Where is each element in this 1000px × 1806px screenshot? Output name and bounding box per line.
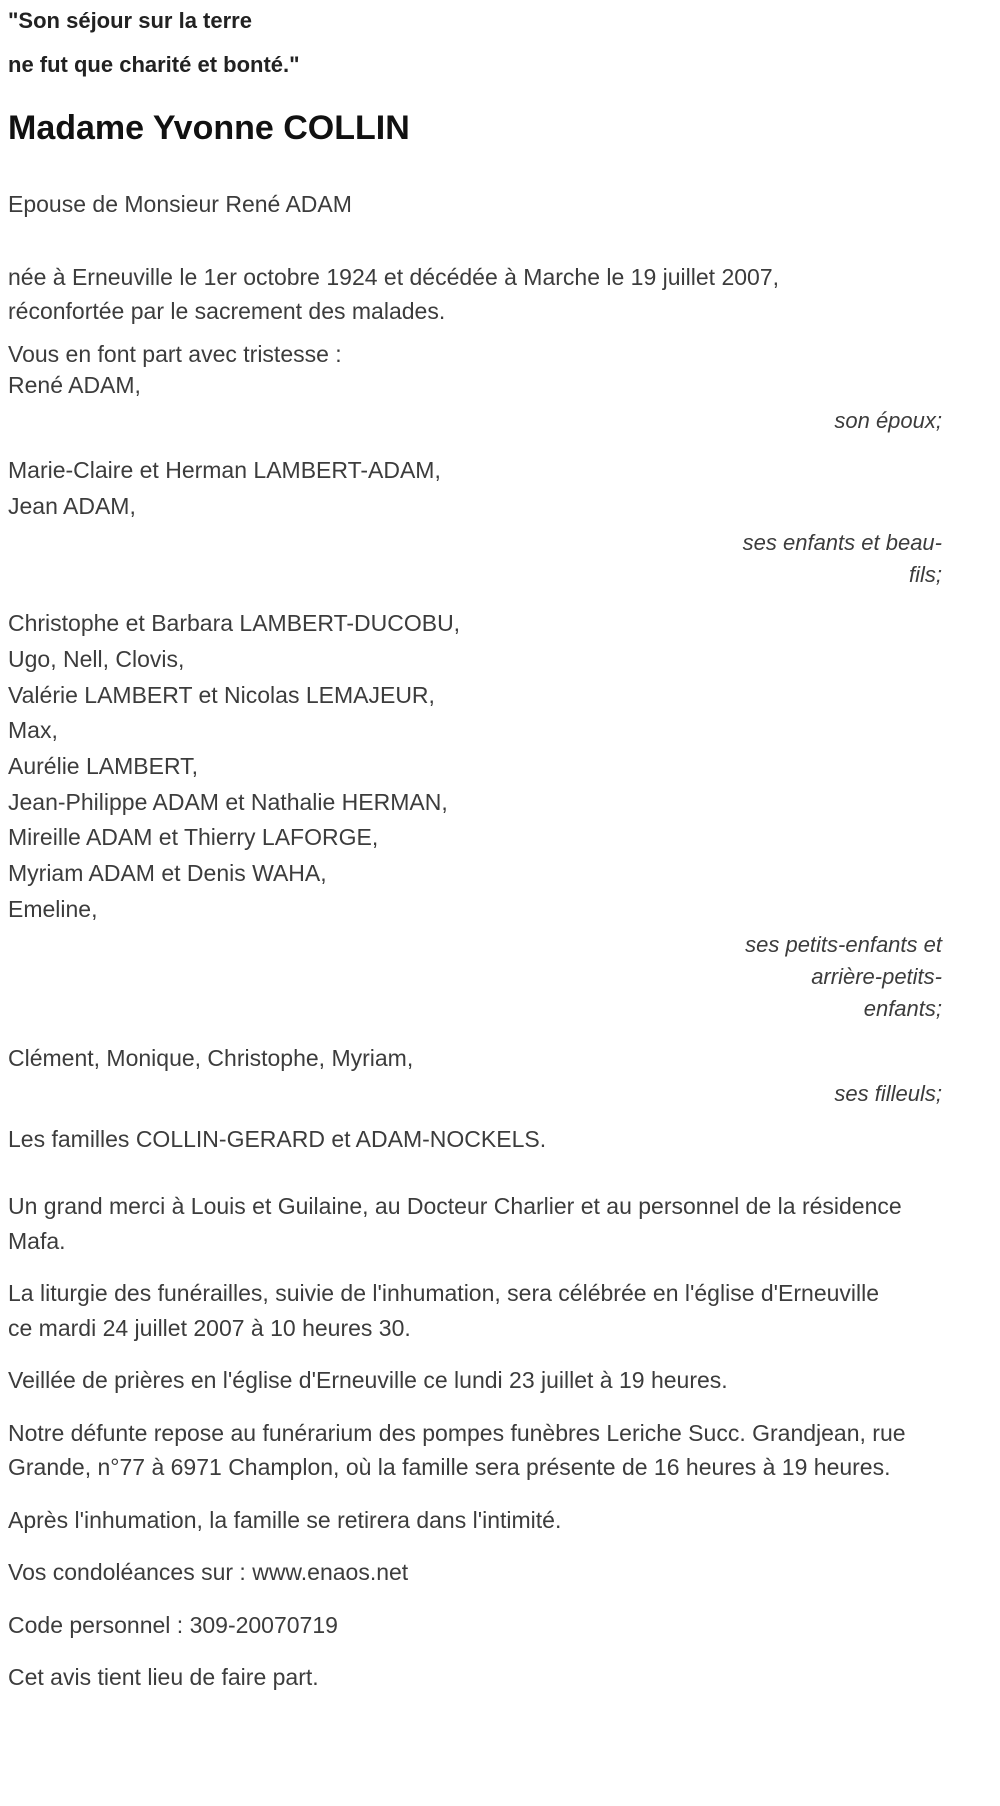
epitaph-line-1: "Son séjour sur la terre (8, 8, 252, 33)
family-name-line: Clément, Monique, Christophe, Myriam, (8, 1044, 414, 1071)
epitaph-line-2: ne fut que charité et bonté." (8, 52, 300, 77)
spouse-line: Epouse de Monsieur René ADAM (8, 190, 352, 217)
family-name-line: Christophe et Barbara LAMBERT-DUCOBU, (8, 610, 461, 637)
family-name-line: Max, (8, 717, 58, 744)
family-name-line: Mireille ADAM et Thierry LAFORGE, (8, 824, 379, 851)
relation-label: son époux; (834, 408, 942, 434)
deceased-name-title: Madame Yvonne COLLIN (8, 109, 410, 147)
info-paragraph: La liturgie des funérailles, suivie de l'inhumation, sera célébrée en l'église d'Erneuville ce mardi 24 juillet 2007 à 10 heures 30. (8, 1280, 880, 1341)
family-name-line: Aurélie LAMBERT, (8, 752, 199, 779)
family-name-line: Jean ADAM, (8, 492, 136, 519)
info-paragraph: Après l'inhumation, la famille se retirera dans l'intimité. (8, 1506, 562, 1533)
info-paragraph: Cet avis tient lieu de faire part. (8, 1664, 319, 1691)
epitaph (8, 10, 942, 76)
relation-label: ses enfants et beau-fils; (742, 529, 942, 587)
relation-label: ses petits-enfants et arrière-petits-enfants; (745, 932, 942, 1021)
relation-label: ses filleuls; (834, 1081, 942, 1107)
family-name-line: Valérie LAMBERT et Nicolas LEMAJEUR, (8, 681, 435, 708)
birth-death-paragraph: née à Erneuville le 1er octobre 1924 et décédée à Marche le 19 juillet 2007, réconfortée par le sacrement des malades. (8, 263, 780, 325)
announcement-intro: Vous en font part avec tristesse : (8, 340, 342, 367)
info-paragraph: Vos condoléances sur : www.enaos.net (8, 1559, 409, 1586)
family-name-line: Emeline, (8, 895, 98, 922)
family-name-line: Marie-Claire et Herman LAMBERT-ADAM, (8, 457, 441, 484)
info-paragraph: Code personnel : 309-20070719 (8, 1611, 338, 1638)
info-paragraph: Veillée de prières en l'église d'Erneuville ce lundi 23 juillet à 19 heures. (8, 1367, 728, 1394)
info-paragraphs (8, 1189, 942, 1695)
family-name-line: Jean-Philippe ADAM et Nathalie HERMAN, (8, 788, 448, 815)
families-line: Les familles COLLIN-GERARD et ADAM-NOCKELS. (8, 1126, 547, 1153)
info-paragraph: Un grand merci à Louis et Guilaine, au Docteur Charlier et au personnel de la résidence Mafa. (8, 1193, 902, 1254)
family-name-line: Myriam ADAM et Denis WAHA, (8, 859, 327, 886)
family-groups (8, 368, 942, 1111)
family-name-line: René ADAM, (8, 371, 141, 398)
family-name-line: Ugo, Nell, Clovis, (8, 646, 185, 673)
info-paragraph: Notre défunte repose au funérarium des pompes funèbres Leriche Succ. Grandjean, rue Grande, n°77 à 6971 Champlon, où la famille sera présente de 16 heures à 19 heures. (8, 1419, 906, 1481)
